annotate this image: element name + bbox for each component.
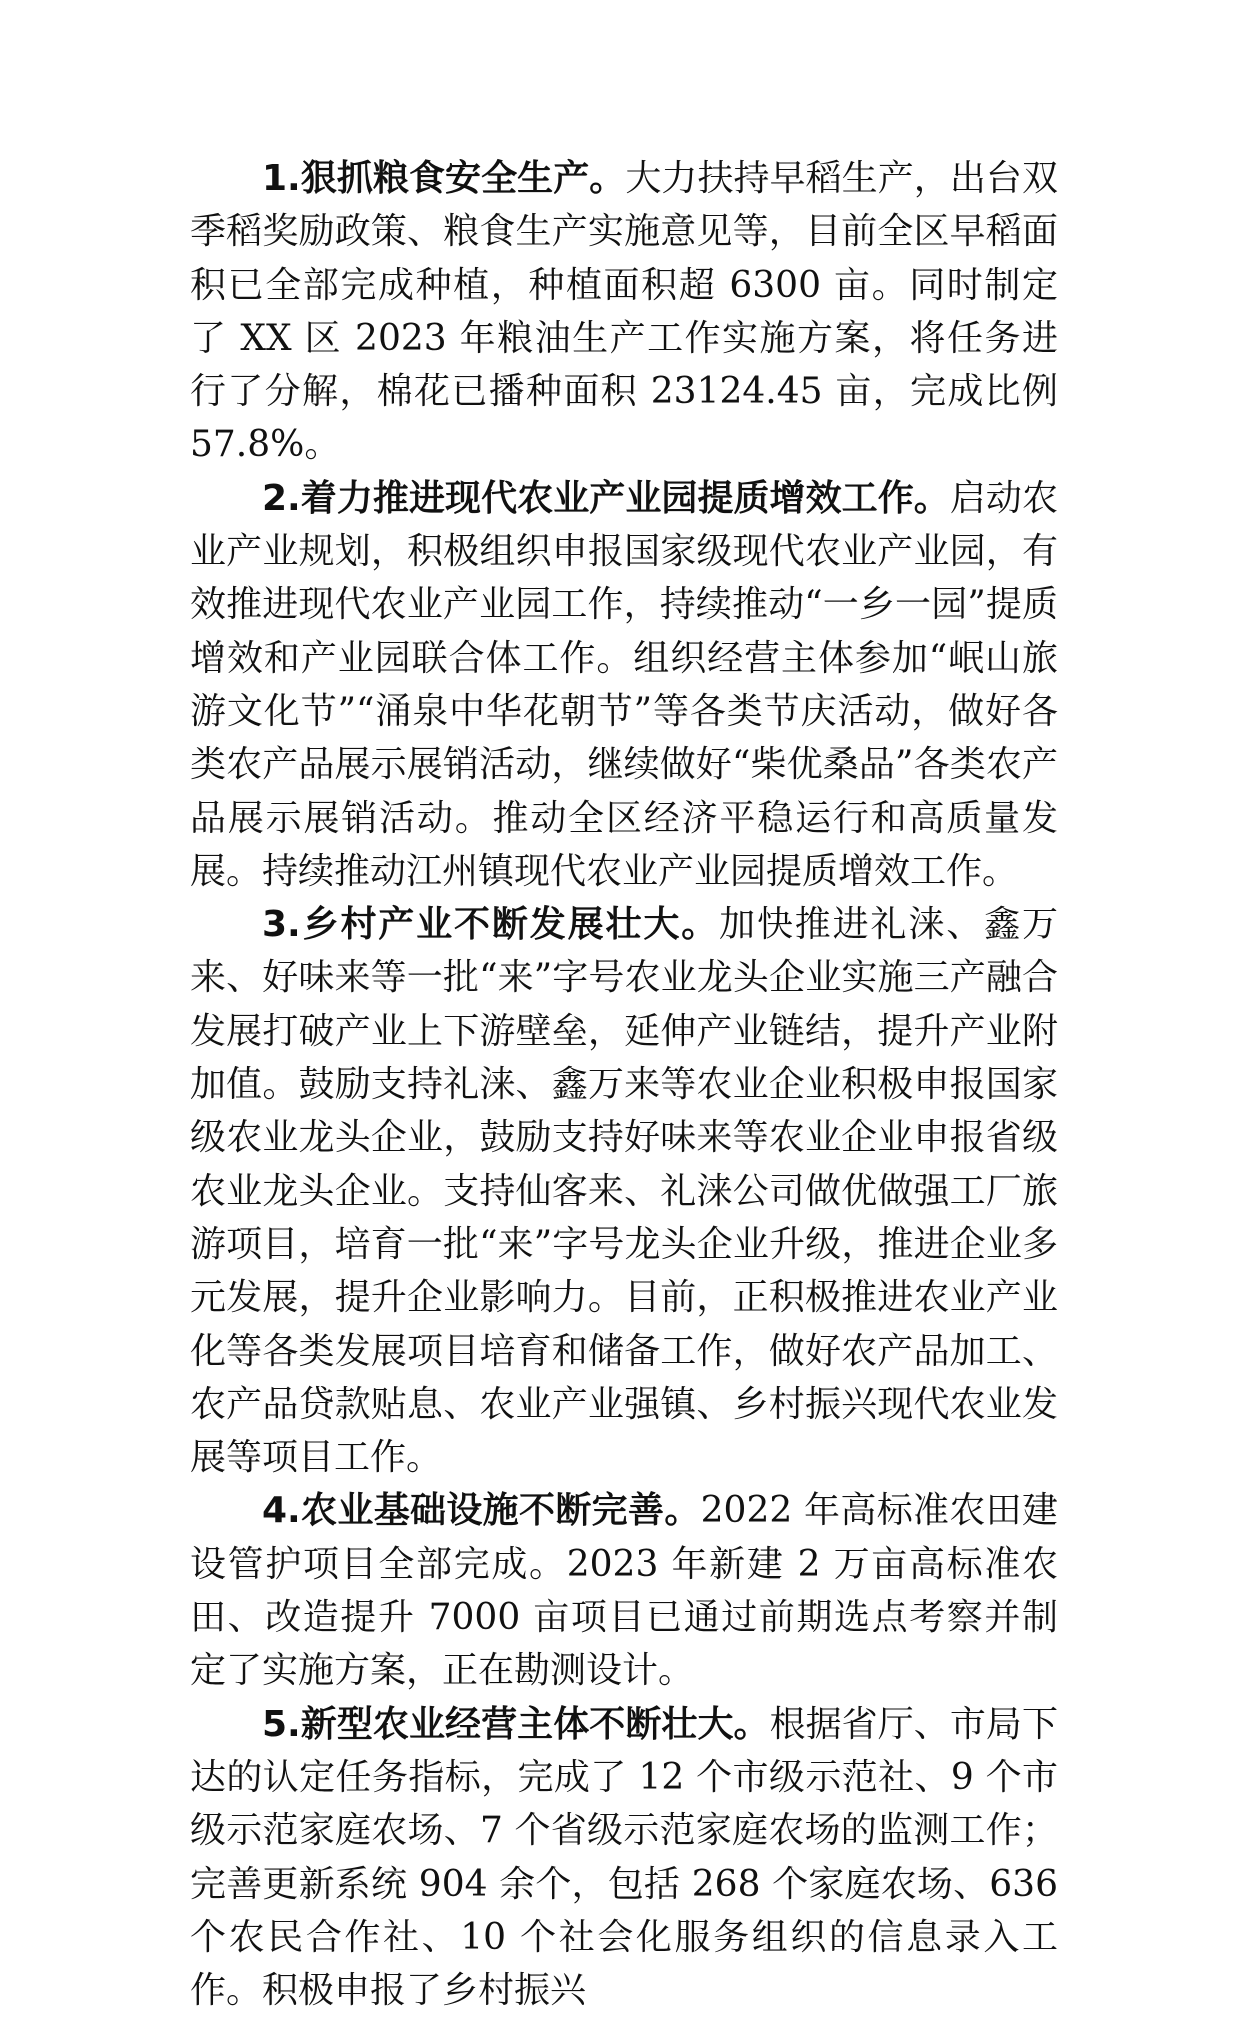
paragraph-infrastructure bbox=[190, 1484, 1058, 1697]
paragraph-rural-industry bbox=[190, 898, 1058, 1484]
paragraph-industrial-park bbox=[190, 472, 1058, 898]
paragraph-grain-safety bbox=[190, 152, 1058, 472]
paragraph-body: 根据省厅、市局下达的认定任务指标，完成了 12 个市级示范社、9 个市级示范家庭农场、7 个省级示范家庭农场的监测工作；完善更新系统 904 余个，包括 268 个家庭农场、636 个农民合作社、10 个社会化服务组织的信息录入工作。积极申报了乡村振兴 bbox=[190, 1703, 1058, 2012]
paragraph-heading: 3.乡村产业不断发展壮大。 bbox=[262, 904, 720, 946]
paragraph-heading: 4.农业基础设施不断完善。 bbox=[262, 1490, 701, 1532]
paragraph-body: 大力扶持早稻生产，出台双季稻奖励政策、粮食生产实施意见等，目前全区早稻面积已全部完成种植，种植面积超 6300 亩。同时制定了 XX 区 2023 年粮油生产工作实施方案，将任务进行了分解，棉花已播种面积 23124.45 亩，完成比例 57.8%。 bbox=[190, 158, 1058, 466]
paragraph-heading: 1.狠抓粮食安全生产。 bbox=[262, 158, 626, 199]
paragraph-heading: 5.新型农业经营主体不断壮大。 bbox=[262, 1703, 770, 1745]
paragraph-business-entities bbox=[190, 1698, 1058, 2017]
document-page bbox=[190, 152, 1058, 2017]
paragraph-body: 加快推进礼涞、鑫万来、好味来等一批“来”字号农业龙头企业实施三产融合发展打破产业上下游壁垒，延伸产业链结，提升产业附加值。鼓励支持礼涞、鑫万来等农业企业积极申报国家级农业龙头企业，鼓励支持好味来等农业企业申报省级农业龙头企业。支持仙客来、礼涞公司做优做强工厂旅游项目，培育一批“来”字号龙头企业升级，推进企业多元发展，提升企业影响力。目前，正积极推进农业产业化等各类发展项目培育和储备工作，做好农产品加工、农产品贷款贴息、农业产业强镇、乡村振兴现代农业发展等项目工作。 bbox=[190, 904, 1058, 1479]
paragraph-body: 2022 年高标准农田建设管护项目全部完成。2023 年新建 2 万亩高标准农田、改造提升 7000 亩项目已通过前期选点考察并制定了实施方案，正在勘测设计。 bbox=[190, 1490, 1059, 1692]
paragraph-heading: 2.着力推进现代农业产业园提质增效工作。 bbox=[262, 477, 950, 519]
paragraph-body: 启动农业产业规划，积极组织申报国家级现代农业产业园，有效推进现代农业产业园工作，持续推动“一乡一园”提质增效和产业园联合体工作。组织经营主体参加“岷山旅游文化节”“涌泉中华花朝节”等各类节庆活动，做好各类农产品展示展销活动，继续做好“柴优桑品”各类农产品展示展销活动。推动全区经济平稳运行和高质量发展。持续推动江州镇现代农业产业园提质增效工作。 bbox=[190, 477, 1058, 892]
